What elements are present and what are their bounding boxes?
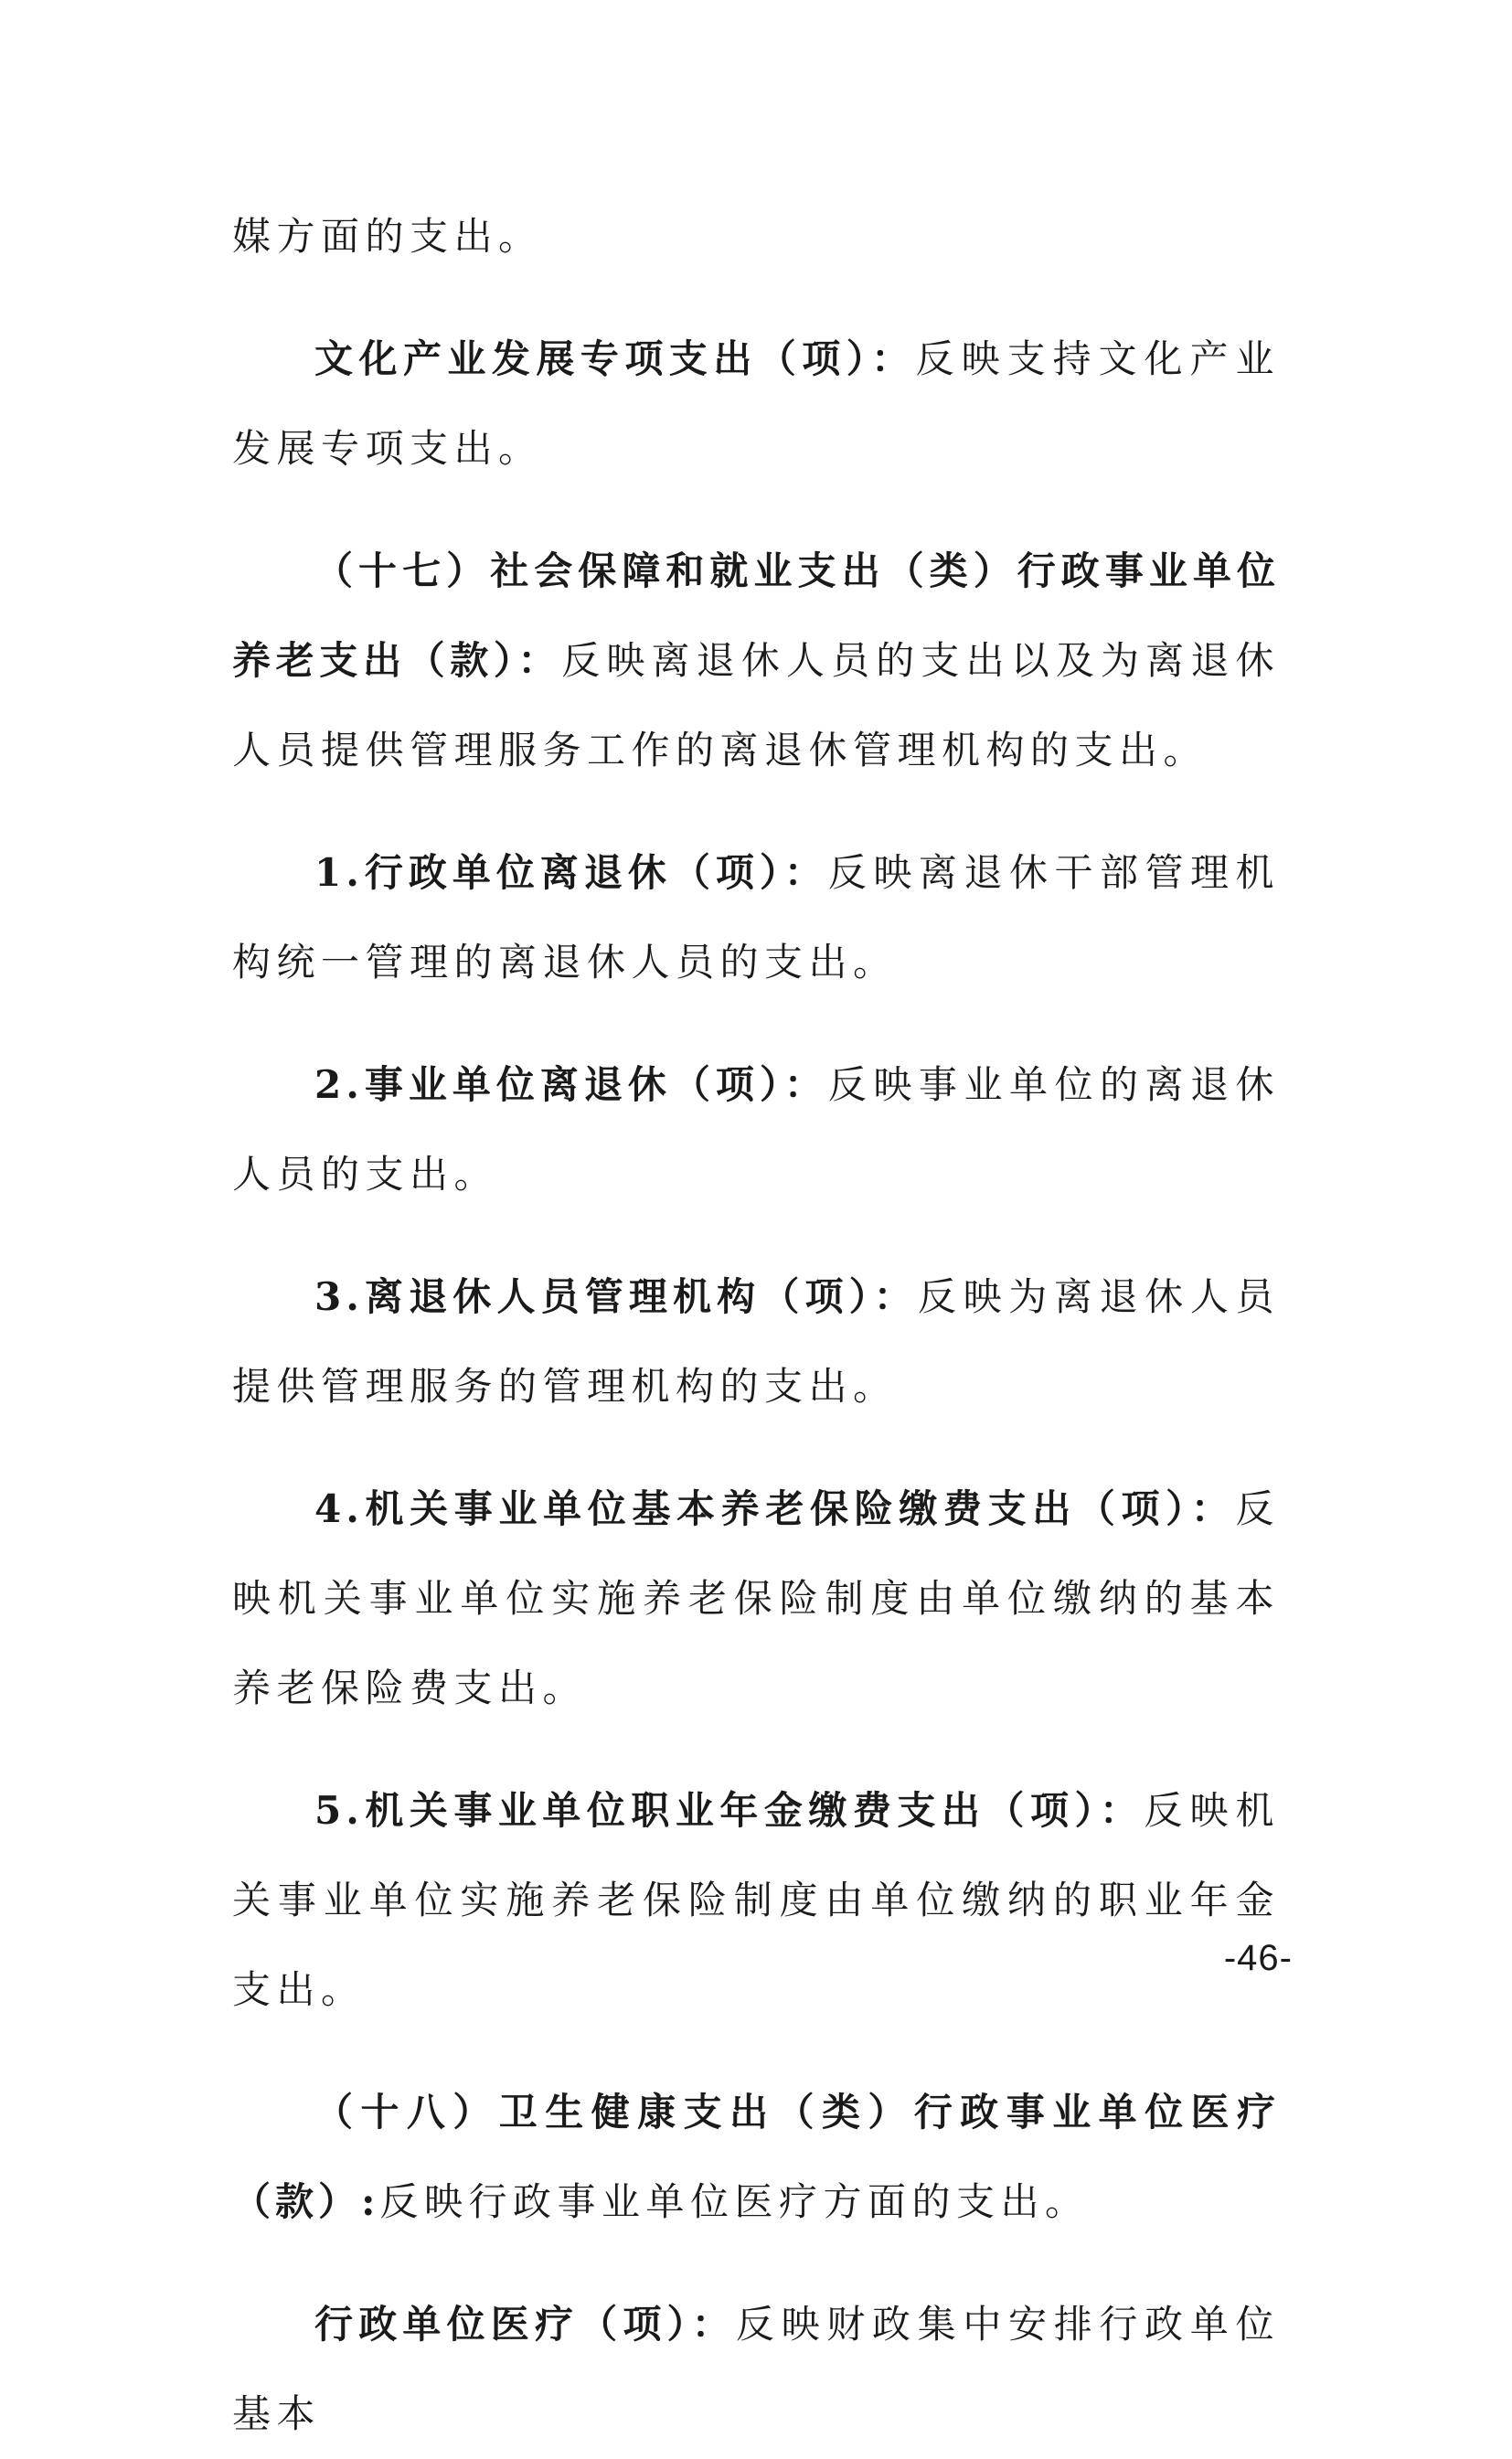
paragraph-culture-industry bbox=[232, 314, 1280, 494]
page-number: -46- bbox=[1223, 1938, 1293, 1978]
paragraph-heading: 3.离退休人员管理机构（项）： bbox=[314, 1274, 918, 1319]
paragraph-body: 反映为离退休人员提供管理服务的管理机构的支出。 bbox=[232, 1274, 1280, 1409]
document-body bbox=[232, 192, 1280, 2459]
paragraph-heading: 文化产业发展专项支出（项）： bbox=[314, 336, 916, 381]
paragraph-health-expenditure bbox=[232, 2068, 1280, 2247]
paragraph-retiree-management bbox=[232, 1252, 1280, 1432]
paragraph-body: 反映支持文化产业发展专项支出。 bbox=[232, 336, 1280, 471]
paragraph-body: 反映机关事业单位实施养老保险制度由单位缴纳的基本养老保险费支出。 bbox=[232, 1486, 1280, 1710]
paragraph-social-security bbox=[232, 527, 1280, 795]
paragraph-body: 反映行政事业单位医疗方面的支出。 bbox=[379, 2179, 1090, 2224]
paragraph-continuation bbox=[232, 192, 1280, 282]
paragraph-body: 反映机关事业单位实施养老保险制度由单位缴纳的职业年金支出。 bbox=[232, 1788, 1280, 2012]
paragraph-body: 反映离退休干部管理机构统一管理的离退休人员的支出。 bbox=[232, 850, 1280, 985]
paragraph-occupational-annuity bbox=[232, 1766, 1280, 2035]
paragraph-institution-retirement bbox=[232, 1040, 1280, 1219]
paragraph-body: 反映事业单位的离退休人员的支出。 bbox=[232, 1062, 1280, 1197]
paragraph-body: 媒方面的支出。 bbox=[232, 214, 543, 259]
paragraph-heading: 1.行政单位离退休（项）： bbox=[314, 850, 828, 895]
paragraph-body: 反映财政集中安排行政单位基本 bbox=[232, 2302, 1280, 2436]
paragraph-pension-insurance bbox=[232, 1464, 1280, 1733]
paragraph-heading: 行政单位医疗（项）： bbox=[314, 2302, 736, 2347]
paragraph-body: 反映离退休人员的支出以及为离退休人员提供管理服务工作的离退休管理机构的支出。 bbox=[232, 638, 1280, 772]
paragraph-heading: （十七）社会保障和就业支出（类）行政事业单位养老支出（款）： bbox=[232, 548, 1280, 683]
paragraph-admin-medical bbox=[232, 2280, 1280, 2459]
paragraph-admin-retirement bbox=[232, 828, 1280, 1007]
paragraph-heading: 5.机关事业单位职业年金缴费支出（项）： bbox=[314, 1788, 1145, 1833]
paragraph-heading: （十八）卫生健康支出（类）行政事业单位医疗（款）: bbox=[232, 2090, 1280, 2224]
paragraph-heading: 2.事业单位离退休（项）： bbox=[314, 1062, 828, 1107]
paragraph-heading: 4.机关事业单位基本养老保险缴费支出（项）： bbox=[314, 1486, 1236, 1531]
